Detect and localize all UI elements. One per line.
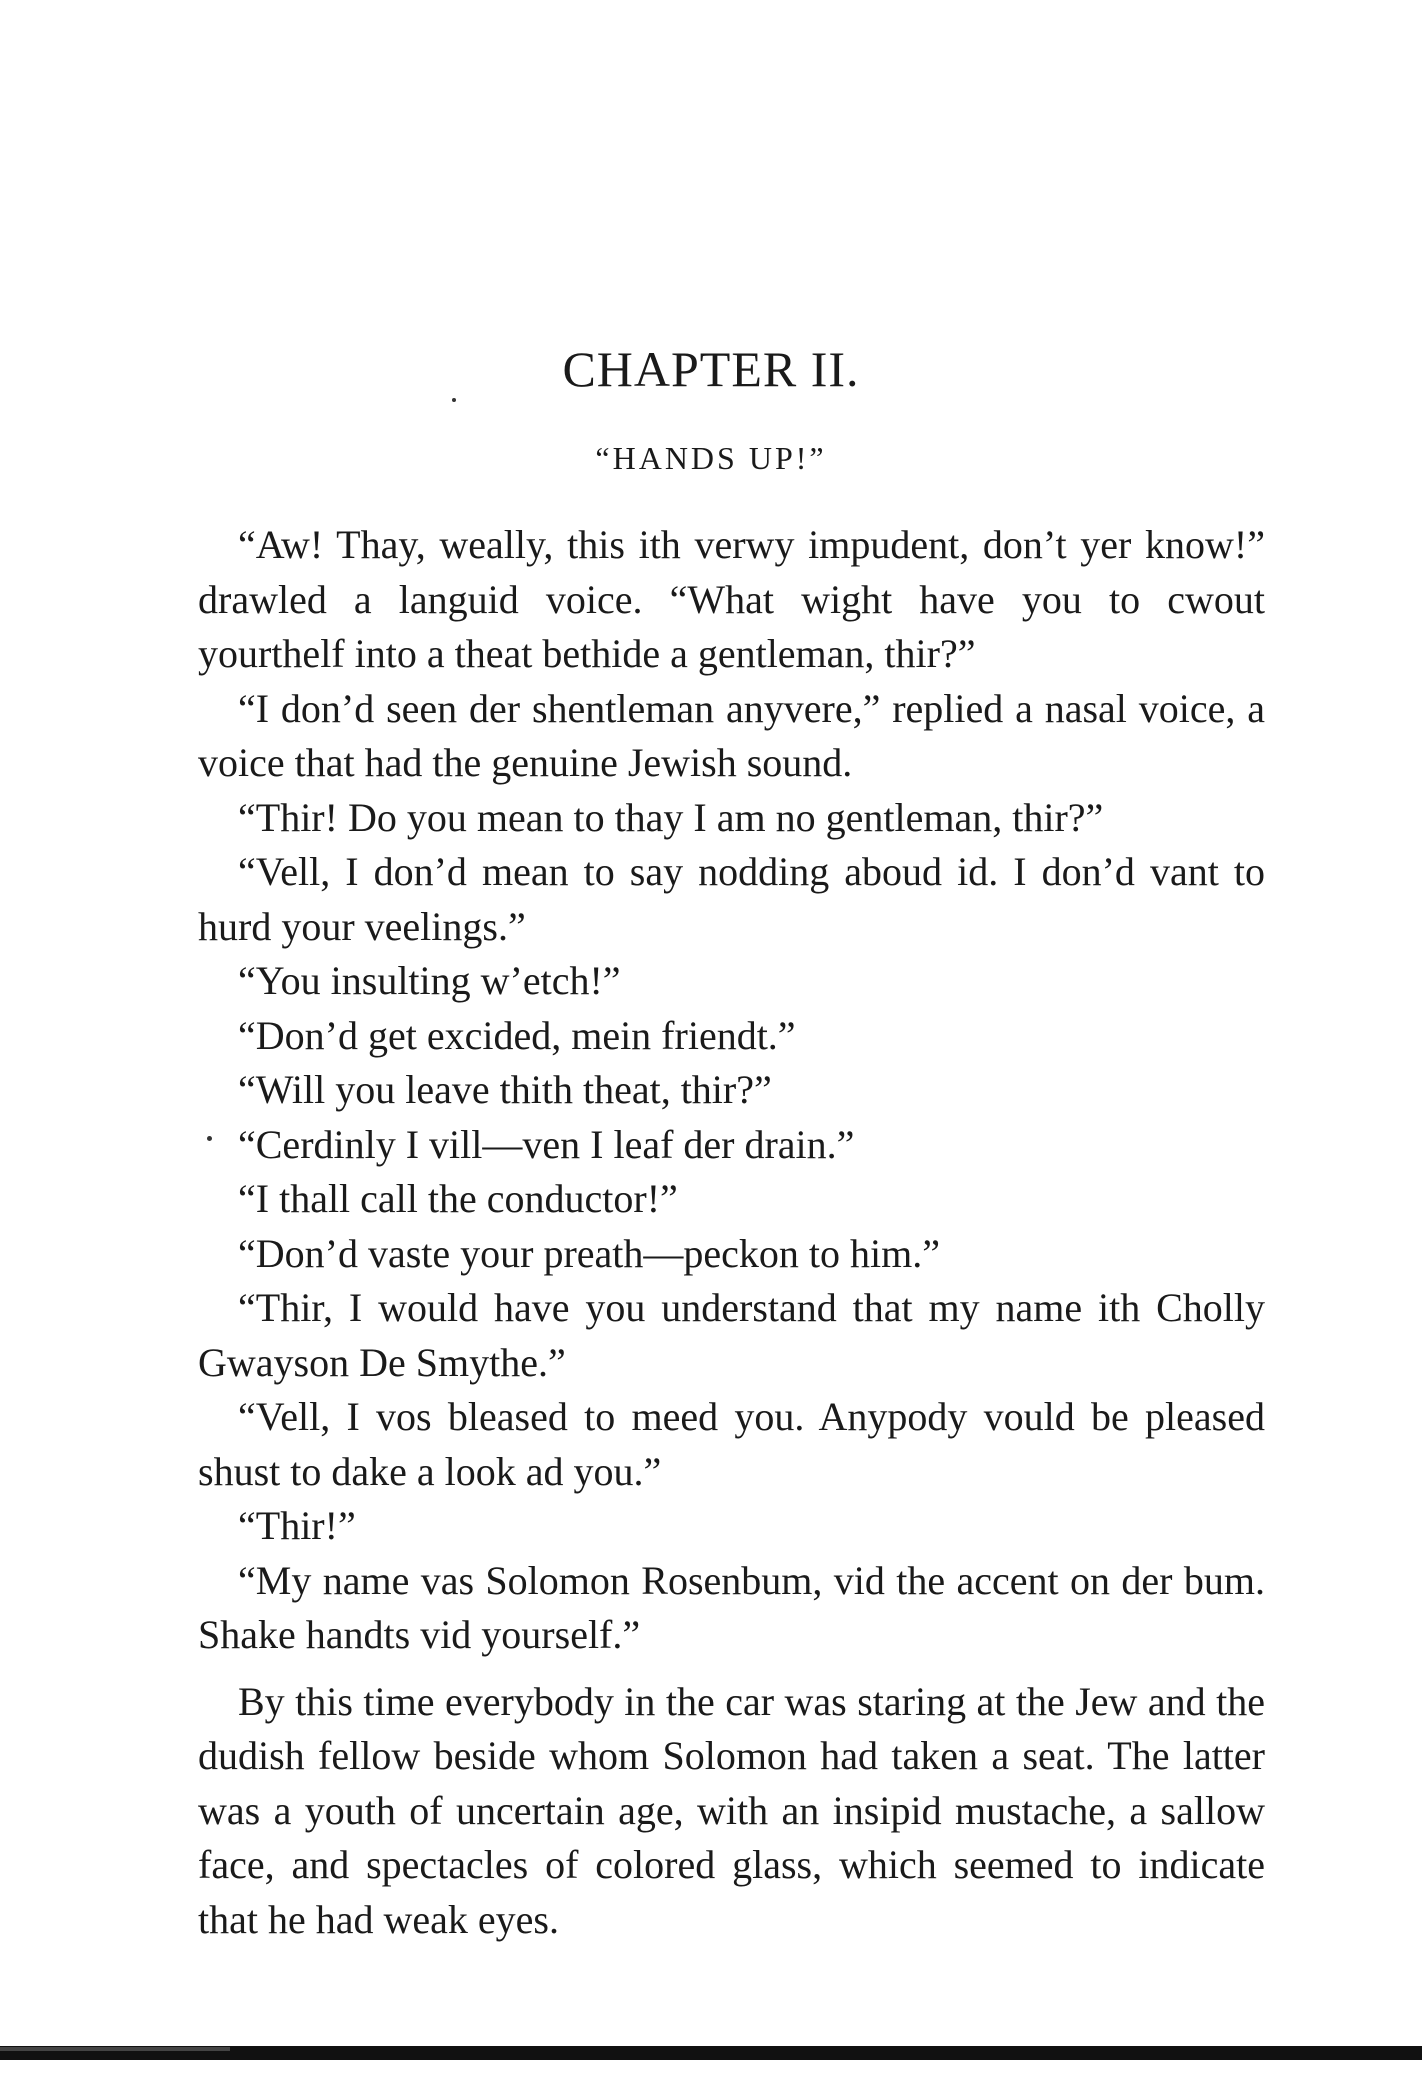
body-text <box>198 518 1265 1947</box>
paragraph: “Cerdinly I vill—ven I leaf der drain.” <box>238 1121 855 1167</box>
print-speck <box>452 398 456 402</box>
paragraph: “Will you leave thith theat, thir?” <box>238 1067 772 1112</box>
chapter-subtitle: “HANDS UP!” <box>595 440 827 476</box>
print-speck <box>207 1136 212 1141</box>
paragraph: “I don’d seen der shentleman anyvere,” replied a nasal voice, a voice that had the genuine Jewish sound. <box>198 685 1265 785</box>
paragraph: “My name vas Solomon Rosenbum, vid the accent on der bum. Shake handts vid yourself.” <box>198 1557 1265 1657</box>
paragraph: By this time everybody in the car was staring at the Jew and the dudish fellow beside whom Solomon had taken a seat. The latter was a youth of uncertain age, with an insipid mustache, a sallow face, and spectacles of colored glass, which seemed to indicate that he had weak eyes. <box>198 1678 1265 1942</box>
chapter-title: CHAPTER II. <box>562 341 860 397</box>
paragraph: “Thir! Do you mean to thay I am no gentleman, thir?” <box>238 794 1104 840</box>
paragraph: “Don’d vaste your preath—peckon to him.” <box>238 1230 941 1276</box>
paragraph: “Thir!” <box>238 1503 356 1548</box>
paragraph: “Thir, I would have you understand that my name ith Cholly Gwayson De Smythe.” <box>198 1285 1265 1385</box>
paragraph: “I thall call the conductor!” <box>238 1176 678 1221</box>
paragraph: “Don’d get excided, mein friendt.” <box>238 1012 796 1058</box>
paragraph: “Vell, I vos bleased to meed you. Anypody vould be pleased shust to dake a look ad you.” <box>198 1394 1265 1494</box>
paragraph: “Vell, I don’d mean to say nodding aboud id. I don’d vant to hurd your veelings.” <box>198 849 1265 949</box>
paragraph: “You insulting w’etch!” <box>238 958 621 1003</box>
paragraph: “Aw! Thay, weally, this ith verwy impudent, don’t yer know!” drawled a languid voice. “What wight have you to cwout yourthelf into a theat bethide a gentleman, thir?” <box>198 522 1265 676</box>
bottom-rule-accent <box>0 2047 230 2051</box>
